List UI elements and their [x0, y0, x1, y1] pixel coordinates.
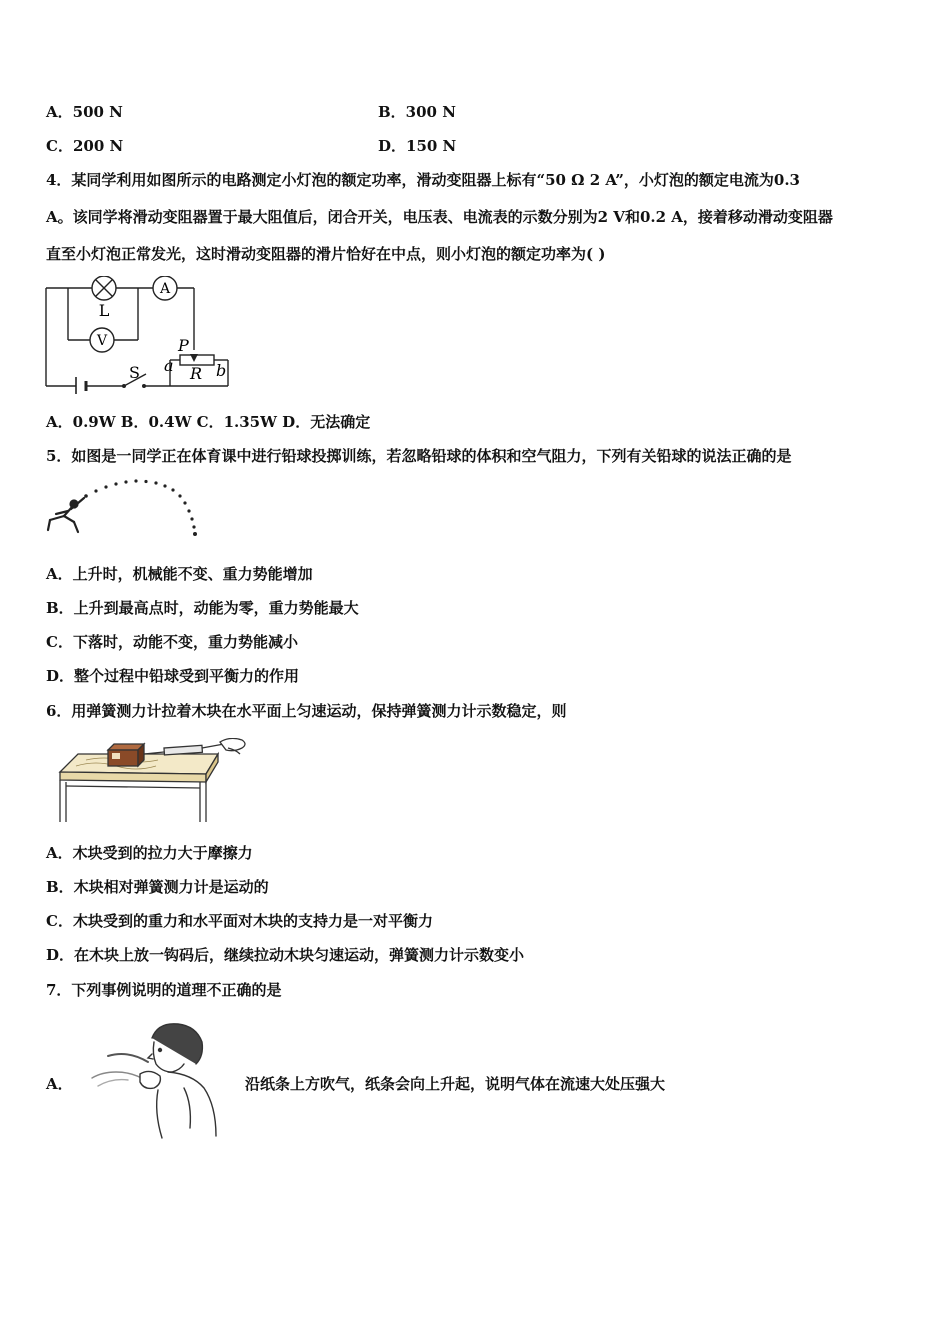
q4-circuit-diagram [40, 276, 240, 394]
q4-options: A．0.9W B．0.4W C．1.35W D．无法确定 [46, 413, 371, 431]
boy-blowing-paper-illustration [88, 1016, 222, 1140]
rheostat-r-label: R [190, 364, 203, 383]
q3-option-d: D．150 N [378, 137, 457, 155]
ammeter-label: A [159, 281, 171, 297]
q5-option-d: D．整个过程中铅球受到平衡力的作用 [46, 667, 300, 685]
q3-option-b: B．300 N [378, 103, 456, 121]
q4-stem-line2: A。该同学将滑动变阻器置于最大阻值后，闭合开关，电压表、电流表的示数分别为2 V和0.2 A，接着移动滑动变阻器 [46, 208, 833, 226]
q5-stem: 5．如图是一同学正在体育课中进行铅球投掷训练，若忽略铅球的体积和空气阻力，下列有关铅球的说法正确的是 [46, 447, 792, 465]
q6-option-d: D．在木块上放一钩码后，继续拉动木块匀速运动，弹簧测力计示数变小 [46, 946, 525, 964]
spring-scale-block-illustration [56, 738, 256, 822]
q4-stem-line1: 4．某同学利用如图所示的电路测定小灯泡的额定功率，滑动变阻器上标有“50 Ω 2 A”，小灯泡的额定电流为0.3 [46, 171, 800, 189]
q6-option-a: A．木块受到的拉力大于摩擦力 [46, 844, 253, 862]
rheostat-end-a-label: a [164, 356, 174, 375]
q5-option-c: C．下落时，动能不变，重力势能减小 [46, 633, 298, 651]
lamp-label: L [98, 301, 110, 320]
q5-option-a: A．上升时，机械能不变、重力势能增加 [46, 565, 313, 583]
q6-stem: 6．用弹簧测力计拉着木块在水平面上匀速运动，保持弹簧测力计示数稳定，则 [46, 702, 567, 720]
q6-option-c: C．木块受到的重力和水平面对木块的支持力是一对平衡力 [46, 912, 433, 930]
q7-stem: 7．下列事例说明的道理不正确的是 [46, 981, 282, 999]
q6-option-b: B．木块相对弹簧测力计是运动的 [46, 878, 269, 896]
switch-label: S [129, 363, 140, 382]
q7-option-a-label: A． [46, 1075, 73, 1093]
q3-option-a: A．500 N [46, 103, 123, 121]
q3-option-c: C．200 N [46, 137, 124, 155]
slider-label: P [178, 336, 189, 355]
q5-option-b: B．上升到最高点时，动能为零，重力势能最大 [46, 599, 359, 617]
q4-stem-line3: 直至小灯泡正常发光，这时滑动变阻器的滑片恰好在中点，则小灯泡的额定功率为( ) [46, 245, 606, 263]
q7-option-a-text: 沿纸条上方吹气，纸条会向上升起，说明气体在流速大处压强大 [245, 1075, 666, 1093]
voltmeter-label: V [96, 333, 108, 349]
rheostat-end-b-label: b [216, 361, 227, 380]
shot-put-thrower-illustration [44, 474, 204, 538]
